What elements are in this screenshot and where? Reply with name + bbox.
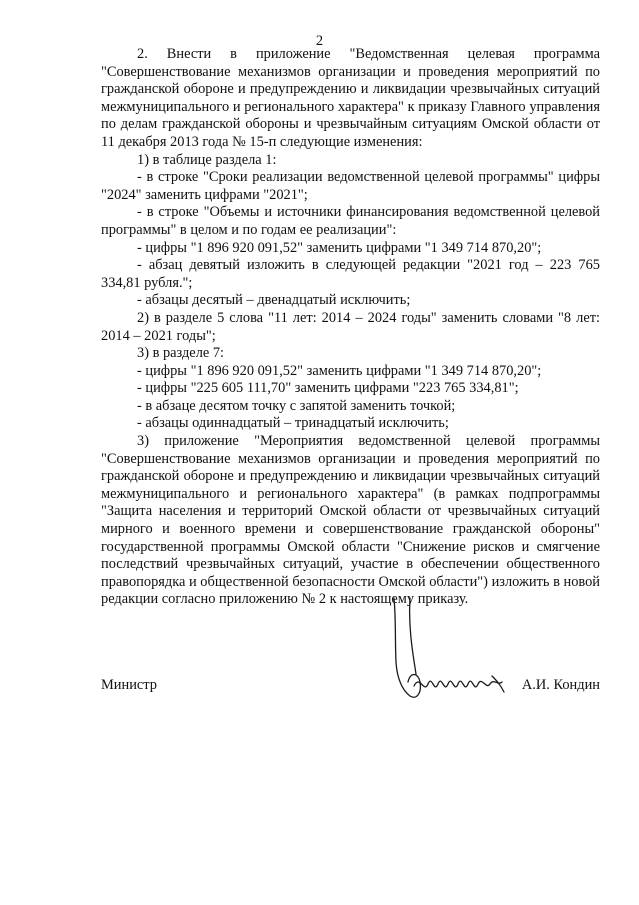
page-number: 2: [315, 33, 324, 49]
paragraph-item-3-tenth: - в абзаце десятом точку с запятой заменить точкой;: [137, 397, 456, 414]
paragraph-item-1: 1) в таблице раздела 1:: [137, 151, 277, 168]
paragraph-item-1-figures: - цифры "1 896 920 091,52" заменить цифрами "1 349 714 870,20";: [137, 239, 542, 256]
paragraph-item-1-timeline: - в строке "Сроки реализации ведомственной целевой программы" цифры "2024" заменить цифрами "2021";: [101, 169, 600, 203]
paragraph-item-1-remove: - абзацы десятый – двенадцатый исключить;: [137, 292, 411, 309]
document-body: [101, 46, 600, 609]
paragraph-amendment-intro: 2. Внести в приложение "Ведомственная целевая программа "Совершенствование механизмов организации и проведения мероприятий по гражданской обороне и предупреждению и ликвидации чрезвычайных ситуаций межмуниципального и регионального характера" к приказу Главного управления по делам гражданской обороны и чрезвычайным ситуациям Омской области от 11 декабря 2013 года № 15-п следующие изменения:: [101, 46, 600, 150]
paragraph-item-3-figures-a: - цифры "1 896 920 091,52" заменить цифрами "1 349 714 870,20";: [137, 362, 542, 379]
paragraph-item-3-remove: - абзацы одиннадцатый – тринадцатый исключить;: [137, 415, 449, 432]
paragraph-item-3: 3) в разделе 7:: [137, 345, 225, 362]
paragraph-item-1-ninth: - абзац девятый изложить в следующей редакции "2021 год – 223 765 334,81 рубля.";: [101, 257, 600, 291]
paragraph-item-2: 2) в разделе 5 слова "11 лет: 2014 – 2024 годы" заменить словами "8 лет: 2014 – 2021 годы";: [101, 309, 600, 344]
signatory-name: А.И. Кондин: [521, 677, 600, 693]
paragraph-item-3-figures-b: - цифры "225 605 111,70" заменить цифрами "223 765 334,81";: [137, 380, 519, 397]
paragraph-item-1-funding: - в строке "Объемы и источники финансирования ведомственной целевой программы" в целом и по годам ее реализации":: [101, 204, 600, 238]
handwritten-signature: [380, 590, 515, 710]
signatory-role: Министр: [101, 677, 157, 693]
paragraph-appendix: 3) приложение "Мероприятия ведомственной целевой программы "Совершенствование механизмов организации и проведения мероприятий по гражданской обороне и предупреждению и ликвидации чрезвычайных ситуаций межмуниципального и регионального характера" (в рамках подпрограммы "Защита населения и территорий Омской области от чрезвычайных ситуаций мирного и военного времени и совершенствование гражданской обороны" государственной программы Омской области "Снижение рисков и смягчение последствий чрезвычайных ситуаций, участие в обеспечении общественного правопорядка и общественной безопасности Омской области") изложить в новой редакции согласно приложению № 2 к настоящему приказу.: [101, 433, 600, 608]
